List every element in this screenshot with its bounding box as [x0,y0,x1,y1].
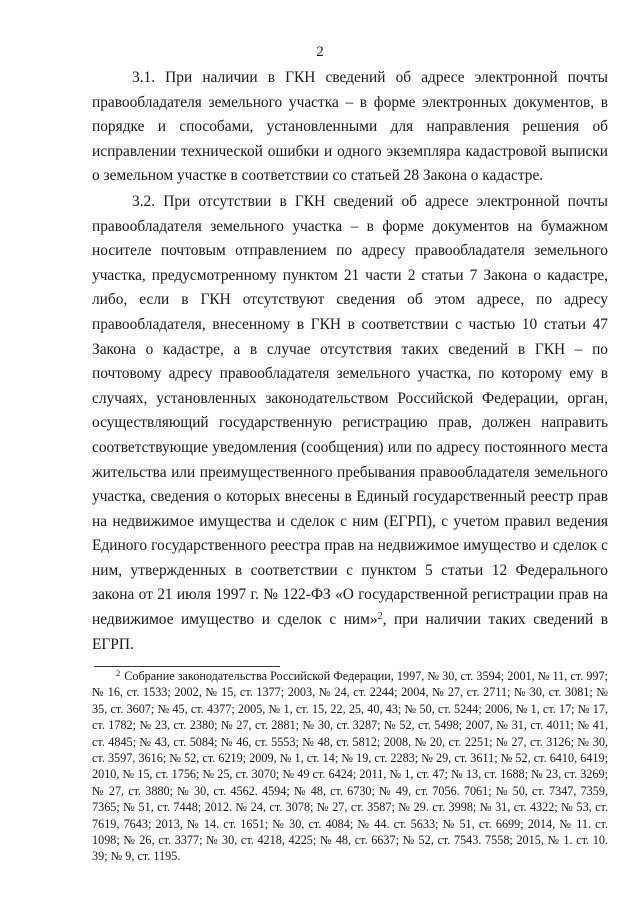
page-number: 2 [316,44,324,60]
body-text [92,66,608,657]
footnote-text: Собрание законодательства Российской Федерации, 1997, № 30, ст. 3594; 2001, № 11, ст. 997; № 16, ст. 1533; 2002, № 15, ст. 1377; 2003, № 24, ст. 2244; 2004, № 27, ст. 2711; № 30, ст. 3081; № 35, ст. 3607; № 45, ст. 4377; 2005, № 1, ст. 15, 22, 25, 40, 43; № 50, ст. 5244; 2006, № 1, ст. 17; № 17, ст. 1782; № 23, ст. 2380; № 27, ст. 2881; № 30, ст. 3287; № 52, ст. 5498; 2007, № 31, ст. 4011; № 41, ст. 4845; № 43, ст. 5084; № 46, ст. 5553; № 48, ст. 5812; 2008, № 20, ст. 2251; № 27, ст. 3126; № 30, ст. 3597, 3616; № 52, ст. 6219; 2009, № 1, ст. 14; № 19, ст. 2283; № 29, ст. 3611; № 52, ст. 6410, 6419; 2010, № 15, ст. 1756; № 25, ст. 3070; № 49 ст. 6424; 2011, № 1, ст. 47; № 13, ст. 1688; № 23, ст. 3269; № 27, ст. 3880; № 30, ст. 4562. 4594; № 48, ст. 6730; № 49, ст. 7056. 7061; № 50, ст. 7347, 7359, 7365; № 51, ст. 7448; 2012. № 24, ст. 3078; № 27, ст. 3587; № 29. ст. 3998; № 31, ст. 4322; № 53, ст. 7619, 7643; 2013, № 14. ст. 1651; № 30, ст. 4084; № 44. ст. 5633; № 51, ст. 6699; 2014, № 11. ст. 1098; № 26, ст. 3377; № 30, ст. 4218, 4225; № 48, ст. 6637; № 52, ст. 7543. 7558; 2015, № 1. ст. 10. 39; № 9, ст. 1195. [92,669,608,864]
footnote-reference[interactable]: 2 [377,611,383,623]
paragraph-3-1 [92,66,608,189]
footnote-mark: 2 [116,668,121,678]
paragraph-3-1-text: 3.1. При наличии в ГКН сведений об адресе электронной почты правообладателя земельного участка – в форме электронных документов, в порядке и способами, установленными для направления решения об исправлении технической ошибки и одного экземпляра кадастровой выписки о земельном участке в соответствии со статьей 28 Закона о кадастре. [92,69,608,185]
paragraph-3-2-tail: , при наличии таких сведений в ЕГРП. [92,611,608,653]
paragraph-3-2 [92,190,608,657]
footnote [92,668,608,865]
footnote-separator [94,666,280,667]
paragraph-3-2-text: 3.2. При отсутствии в ГКН сведений об адресе электронной почты правообладателя земельного участка – в форме документов на бумажном носителе почтовым отправлением по адресу правообладателя земельного участка, предусмотренному пунктом 21 части 2 статьи 7 Закона о кадастре, либо, если в ГКН отсутствуют сведения об этом адресе, по адресу правообладателя, внесенному в ГКН в соответствии с частью 10 статьи 47 Закона о кадастре, а в случае отсутствия таких сведений в ГКН – по почтовому адресу правообладателя земельного участка, по которому ему в случаях, установленных законодательством Российской Федерации, орган, осуществляющий государственную регистрацию прав, должен направить соответствующие уведомления (сообщения) или по адресу постоянного места жительства или преимущественного пребывания правообладателя земельного участка, сведения о которых внесены в Единый государственный реестр прав на недвижимое имущества и сделок с ним (ЕГРП), с учетом правил ведения Единого государственного реестра прав на недвижимое имущество и сделок с ним, утвержденных в соответствии с пунктом 5 статьи 12 Федерального закона от 21 июля 1997 г. № 122-ФЗ «О государственной регистрации прав на недвижимое имущество и сделок с ним» [92,192,608,629]
